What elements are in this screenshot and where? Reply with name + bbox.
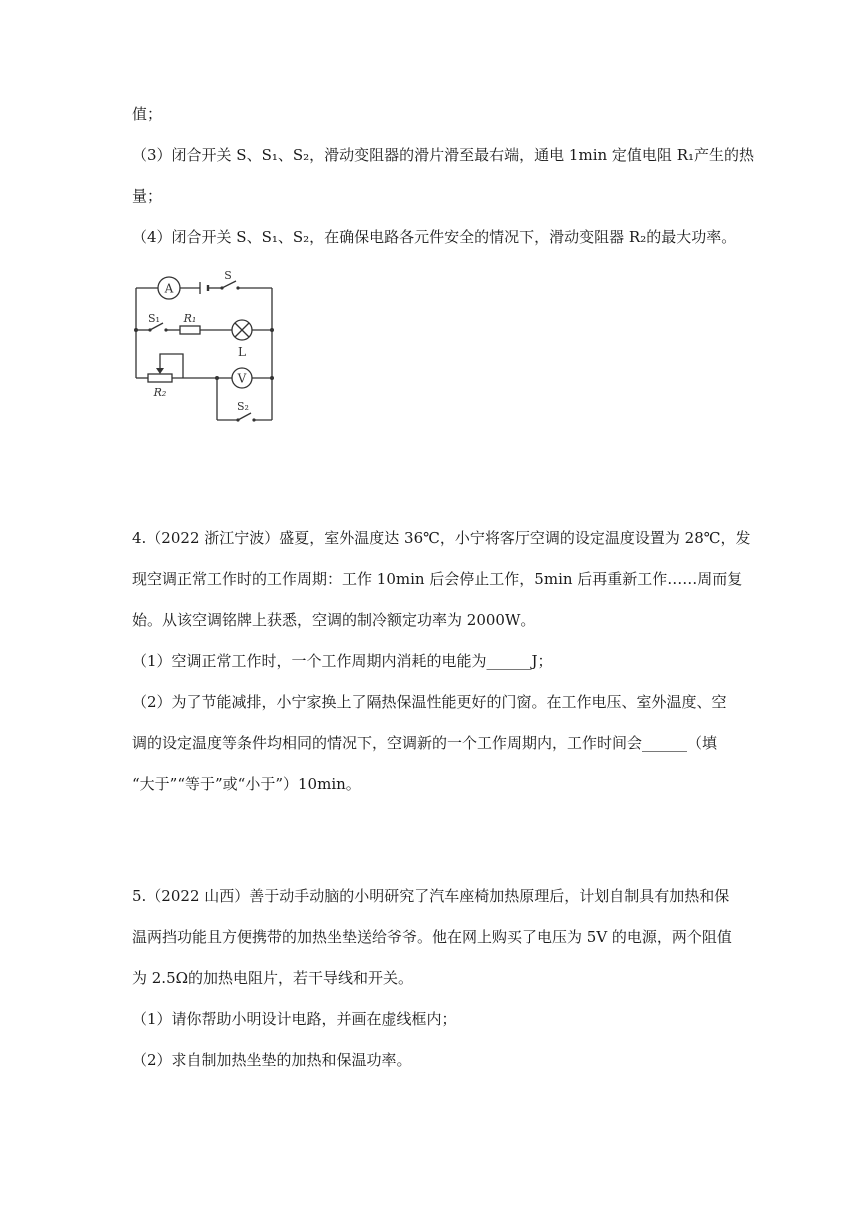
q5-text-line: 5.（2022 山西）善于动手动脑的小明研究了汽车座椅加热原理后，计划自制具有加热和保: [132, 887, 730, 905]
q4-text-line: 调的设定温度等条件均相同的情况下，空调新的一个工作周期内，工作时间会______（填: [132, 734, 718, 752]
lamp-label: L: [238, 345, 246, 359]
q4-text-line: 始。从该空调铭牌上获悉，空调的制冷额定功率为 2000W。: [132, 611, 536, 629]
q3-text-line: （3）闭合开关 S、S₁、S₂，滑动变阻器的滑片滑至最右端，通电 1min 定值电阻 R₁产生的热: [132, 146, 755, 164]
switch-s2-label: S₂: [237, 400, 249, 413]
r2-label: R₂: [153, 386, 167, 399]
q3-text-line: 量；: [132, 187, 163, 205]
voltmeter-label: V: [237, 371, 247, 386]
q4-text-line: 现空调正常工作时的工作周期：工作 10min 后会停止工作，5min 后再重新工作……周而复: [132, 570, 743, 588]
q4-text-line: 4.（2022 浙江宁波）盛夏，室外温度达 36℃，小宁将客厅空调的设定温度设置为 28℃，发: [132, 529, 751, 547]
q5-text-line: （2）求自制加热坐垫的加热和保温功率。: [132, 1051, 412, 1069]
r1-label: R₁: [183, 312, 197, 325]
switch-s-label: S: [224, 269, 232, 282]
ammeter-label: A: [164, 281, 174, 296]
q4-text-line: （1）空调正常工作时，一个工作周期内消耗的电能为______J；: [132, 652, 553, 670]
switch-s1-label: S₁: [148, 312, 160, 325]
q5-text-line: 温两挡功能且方便携带的加热坐垫送给爷爷。他在网上购买了电压为 5V 的电源，两个阻值: [132, 928, 732, 946]
q3-text-line: 值；: [132, 105, 163, 123]
q4-text-line: （2）为了节能减排，小宁家换上了隔热保温性能更好的门窗。在工作电压、室外温度、空: [132, 693, 727, 711]
q3-text-line: （4）闭合开关 S、S₁、S₂，在确保电路各元件安全的情况下，滑动变阻器 R₂的最大功率。: [132, 228, 737, 246]
q5-text-line: （1）请你帮助小明设计电路，并画在虚线框内；: [132, 1010, 457, 1028]
q5-text-line: 为 2.5Ω的加热电阻片，若干导线和开关。: [132, 969, 414, 987]
circuit-diagram: [128, 268, 288, 428]
q4-text-line: “大于”“等于”或“小于”）10min。: [132, 775, 361, 793]
